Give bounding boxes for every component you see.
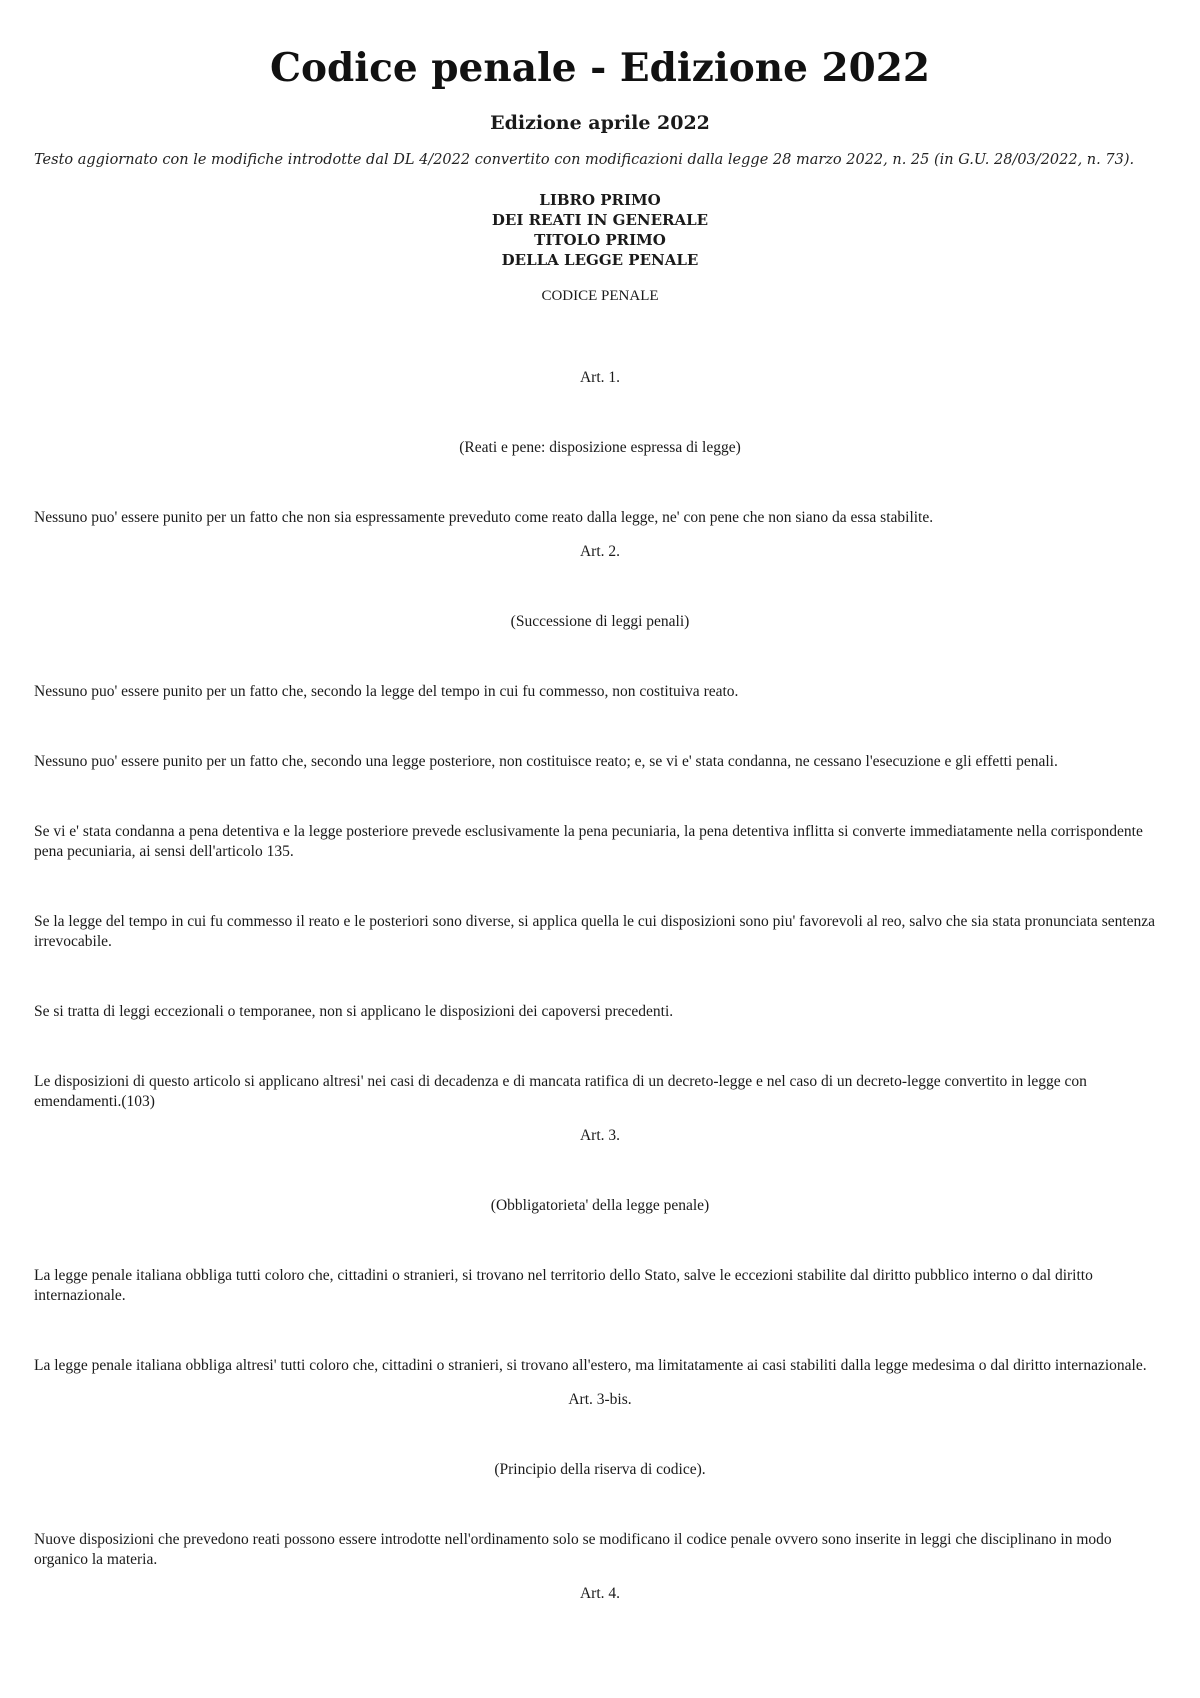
article-number: Art. 2. bbox=[579, 543, 621, 560]
article-paragraph: Se si tratta di leggi eccezionali o temporanee, non si applicano le disposizioni dei capoversi precedenti. bbox=[34, 1003, 674, 1020]
article-1 bbox=[34, 368, 1166, 528]
article-2 bbox=[34, 542, 1166, 1112]
article-paragraph: Nessuno puo' essere punito per un fatto che, secondo la legge del tempo in cui fu commesso, non costituiva reato. bbox=[34, 683, 739, 700]
article-heading: (Principio della riserva di codice). bbox=[494, 1461, 706, 1478]
article-number: Art. 3. bbox=[579, 1127, 621, 1144]
article-heading: (Obbligatorieta' della legge penale) bbox=[490, 1197, 710, 1214]
document-subtitle: Edizione aprile 2022 bbox=[490, 112, 710, 134]
book-heading-line: LIBRO PRIMO bbox=[539, 191, 661, 209]
article-heading: (Successione di leggi penali) bbox=[510, 613, 690, 630]
article-paragraph: Nessuno puo' essere punito per un fatto che non sia espressamente preveduto come reato dalla legge, ne' con pene che non siano da essa stabilite. bbox=[34, 509, 934, 526]
article-3-bis bbox=[34, 1390, 1166, 1570]
book-heading bbox=[34, 190, 1166, 270]
article-paragraph: Nessuno puo' essere punito per un fatto che, secondo una legge posteriore, non costituisce reato; e, se vi e' stata condanna, ne cessano l'esecuzione e gli effetti penali. bbox=[34, 753, 1058, 770]
code-label: CODICE PENALE bbox=[541, 288, 659, 304]
article-paragraph: Se la legge del tempo in cui fu commesso il reato e le posteriori sono diverse, si applica quella le cui disposizioni sono piu' favorevoli al reo, salvo che sia stata pronunciata sentenza irrevocabile. bbox=[34, 913, 1156, 950]
book-heading-line: DELLA LEGGE PENALE bbox=[501, 251, 699, 269]
article-4 bbox=[34, 1584, 1166, 1604]
article-paragraph: La legge penale italiana obbliga altresi' tutti coloro che, cittadini o stranieri, si trovano all'estero, ma limitatamente ai casi stabiliti dalla legge medesima o dal diritto internazionale. bbox=[34, 1357, 1147, 1374]
article-number: Art. 4. bbox=[579, 1585, 621, 1602]
book-heading-line: TITOLO PRIMO bbox=[534, 231, 666, 249]
article-paragraph: Se vi e' stata condanna a pena detentiva e la legge posteriore prevede esclusivamente la pena pecuniaria, la pena detentiva inflitta si converte immediatamente nella corrispondente pena pecuniaria, ai sensi dell'articolo 135. bbox=[34, 823, 1143, 860]
document-title: Codice penale - Edizione 2022 bbox=[269, 45, 931, 91]
article-3 bbox=[34, 1126, 1166, 1376]
article-heading: (Reati e pene: disposizione espressa di legge) bbox=[459, 439, 741, 456]
book-heading-line: DEI REATI IN GENERALE bbox=[491, 211, 709, 229]
article-paragraph: Nuove disposizioni che prevedono reati possono essere introdotte nell'ordinamento solo se modificano il codice penale ovvero sono inserite in leggi che disciplinano in modo organico la materia. bbox=[34, 1531, 1112, 1568]
article-number: Art. 1. bbox=[579, 369, 621, 386]
article-number: Art. 3-bis. bbox=[568, 1391, 632, 1408]
articles-list bbox=[34, 368, 1166, 1604]
update-note: Testo aggiornato con le modifiche introdotte dal DL 4/2022 convertito con modificazioni dalla legge 28 marzo 2022, n. 25 (in G.U. 28/03/2022, n. 73). bbox=[34, 152, 1135, 168]
article-paragraph: Le disposizioni di questo articolo si applicano altresi' nei casi di decadenza e di mancata ratifica di un decreto-legge e nel caso di un decreto-legge convertito in legge con emendamenti.(103) bbox=[34, 1073, 1087, 1110]
article-paragraph: La legge penale italiana obbliga tutti coloro che, cittadini o stranieri, si trovano nel territorio dello Stato, salve le eccezioni stabilite dal diritto pubblico interno o dal diritto internazionale. bbox=[34, 1267, 1093, 1304]
